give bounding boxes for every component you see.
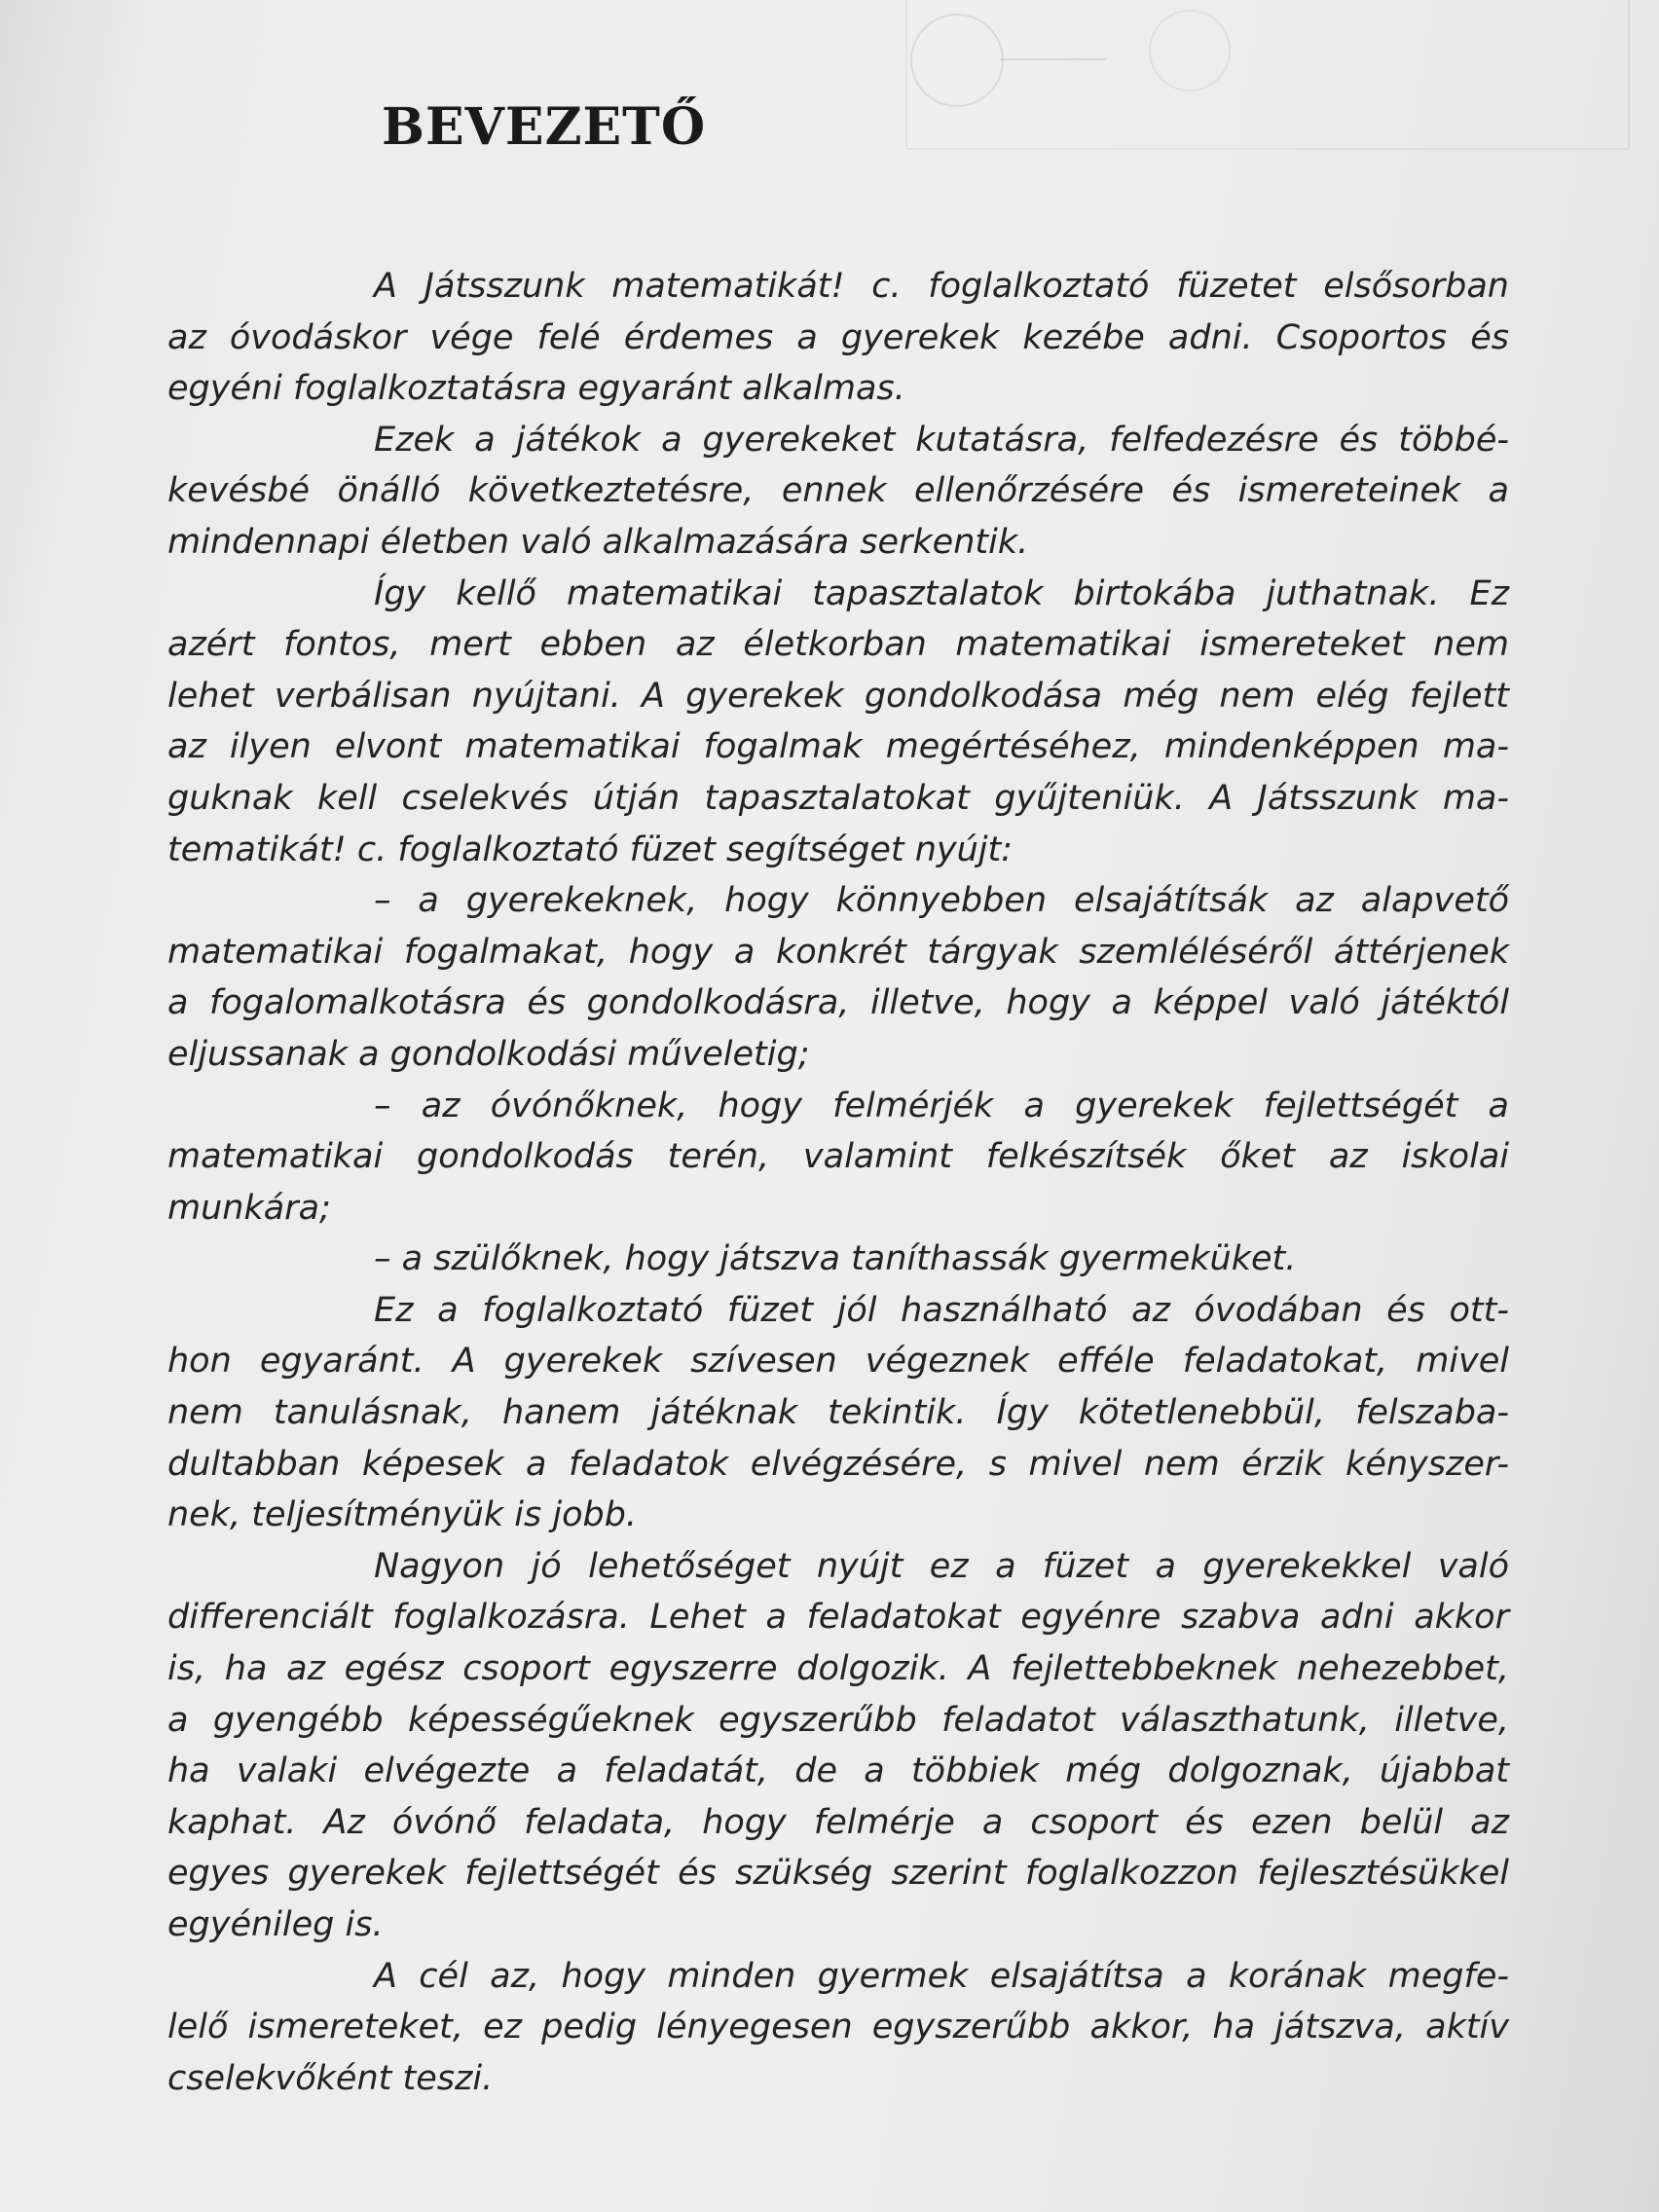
text-line: a fogalomalkotásra és gondolkodásra, illetve, hogy a képpel való játéktól (167, 983, 1509, 1023)
text-line: Ez a foglalkoztató füzet jól használható az óvodában és ott- (374, 1290, 1509, 1330)
text-line: – a szülőknek, hogy játszva taníthassák gyermeküket. (374, 1239, 1297, 1279)
body-text (167, 261, 1509, 2104)
text-line: guknak kell cselekvés útján tapasztalatokat gyűjteniük. A Játsszunk ma- (167, 778, 1509, 818)
text-line: matematikai fogalmakat, hogy a konkrét tárgyak szemléléséről áttérjenek (167, 932, 1509, 972)
text-line: A cél az, hogy minden gyermek elsajátítsa a korának megfe- (374, 1956, 1509, 1996)
text-line: az ilyen elvont matematikai fogalmak megértéséhez, mindenképpen ma- (167, 727, 1509, 767)
text-line: egyes gyerekek fejlettségét és szükség szerint foglalkozzon fejlesztésükkel (167, 1854, 1509, 1894)
bleed-through-line (1000, 58, 1107, 60)
bleed-through-circle (1149, 10, 1231, 92)
text-line: hon egyaránt. A gyerekek szívesen végeznek efféle feladatokat, mivel (167, 1342, 1509, 1382)
text-line: az óvodáskor vége felé érdemes a gyerekek kezébe adni. Csoportos és (167, 317, 1509, 357)
text-line: dultabban képesek a feladatok elvégzésére, s mivel nem érzik kényszer- (167, 1444, 1509, 1484)
text-line: nem tanulásnak, hanem játéknak tekintik. Így kötetlenebbül, felszaba- (167, 1393, 1509, 1433)
text-line: kaphat. Az óvónő feladata, hogy felmérje a csoport és ezen belül az (167, 1802, 1509, 1842)
text-line: nek, teljesítményük is jobb. (167, 1495, 638, 1535)
text-line: Ezek a játékok a gyerekeket kutatásra, felfedezésre és többé- (374, 420, 1509, 460)
text-line: a gyengébb képességűeknek egyszerűbb feladatot választhatunk, illetve, (167, 1700, 1509, 1740)
text-line: egyénileg is. (167, 1905, 384, 1944)
text-line: mindennapi életben való alkalmazására serkentik. (167, 522, 1029, 562)
text-line: egyéni foglalkoztatásra egyaránt alkalmas. (167, 369, 905, 409)
text-line: – a gyerekeknek, hogy könnyebben elsajátítsák az alapvető (374, 881, 1509, 921)
text-line: Nagyon jó lehetőséget nyújt ez a füzet a gyerekekkel való (374, 1546, 1509, 1586)
page-title: BEVEZETŐ (382, 97, 707, 157)
text-line: munkára; (167, 1188, 331, 1228)
text-line: tematikát! c. foglalkoztató füzet segítséget nyújt: (167, 830, 1014, 869)
text-line: lehet verbálisan nyújtani. A gyerekek gondolkodása még nem elég fejlett (167, 676, 1509, 716)
text-line: lelő ismereteket, ez pedig lényegesen egyszerűbb akkor, ha játszva, aktív (167, 2008, 1509, 2047)
text-line: eljussanak a gondolkodási műveletig; (167, 1034, 810, 1074)
bleed-through-frame (905, 0, 1630, 150)
text-line: kevésbé önálló következtetésre, ennek ellenőrzésére és ismereteinek a (167, 471, 1509, 511)
text-line: A Játsszunk matematikát! c. foglalkoztató füzetet elsősorban (374, 267, 1509, 306)
text-line: matematikai gondolkodás terén, valamint felkészítsék őket az iskolai (167, 1137, 1509, 1177)
text-line: is, ha az egész csoport egyszerre dolgozik. A fejlettebbeknek nehezebbet, (167, 1649, 1509, 1689)
text-line: differenciált foglalkozásra. Lehet a feladatokat egyénre szabva adni akkor (167, 1598, 1509, 1638)
text-line: cselekvőként teszi. (167, 2058, 494, 2098)
text-line: ha valaki elvégezte a feladatát, de a többiek még dolgoznak, újabbat (167, 1751, 1509, 1791)
text-line: azért fontos, mert ebben az életkorban matematikai ismereteket nem (167, 625, 1509, 665)
bleed-through-circle (910, 14, 1004, 107)
text-line: Így kellő matematikai tapasztalatok birtokába juthatnak. Ez (374, 573, 1509, 613)
text-line: – az óvónőknek, hogy felmérjék a gyerekek fejlettségét a (374, 1086, 1509, 1125)
